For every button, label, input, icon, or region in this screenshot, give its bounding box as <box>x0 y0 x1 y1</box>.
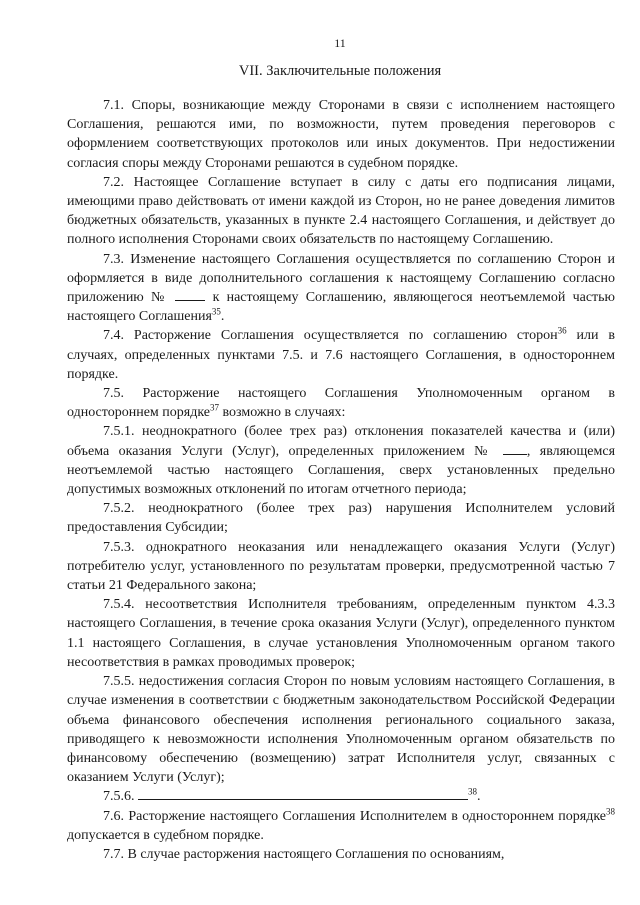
page-number: 11 <box>334 36 346 50</box>
footnote-38-second: 38 <box>606 805 615 816</box>
paragraph-7-4-text-end: или в случаях, определенных пунктами 7.5. и 7.6 настоящего Соглашения, в одностороннем порядке. <box>67 328 615 382</box>
paragraph-7-5-6-number: 7.5.6. <box>103 789 135 805</box>
document-body <box>67 96 615 864</box>
paragraph-7-3-period: . <box>220 309 225 325</box>
paragraph-7-5-1-text-start: 7.5.1. неоднократного (более трех раз) отклонения показателей качества и (или) объема оказания Услуги (Услуг), определенных приложением № <box>67 424 615 459</box>
blank-additional-case <box>138 787 468 800</box>
paragraph-7-5-5: 7.5.5. недостижения согласия Сторон по новым условиям настоящего Соглашения, в случае изменения в соответствии с бюджетным законодательством Российской Федерации объема финансового обеспечения исполнения регионального социального заказа, приводящего к невозможности исполнения Уполномоченным органом обязательств по финансовому обеспечению (возмещению) затрат Исполнителя услуг, связанных с оказанием Услуги (Услуг); <box>67 674 615 786</box>
paragraph-7-4-text-start: 7.4. Расторжение Соглашения осуществляется по соглашению сторон <box>103 328 558 344</box>
footnote-37: 37 <box>210 402 219 413</box>
footnote-36: 36 <box>557 325 567 336</box>
paragraph-7-5-text-start: 7.5. Расторжение настоящего Соглашения Уполномоченным органом в одностороннем порядке <box>67 386 615 421</box>
paragraph-7-5-text-end: возможно в случаях: <box>222 405 346 421</box>
paragraph-7-6-text-start: 7.6. Расторжение настоящего Соглашения Исполнителем в одностороннем порядке <box>103 808 606 824</box>
paragraph-7-3-text-start: 7.3. Изменение настоящего Соглашения осуществляется по соглашению Сторон и оформляется в виде дополнительного соглашения к настоящему Соглашению согласно приложению № <box>67 251 615 306</box>
paragraph-7-2: 7.2. Настоящее Соглашение вступает в силу с даты его подписания лицами, имеющими право действовать от имени каждой из Сторон, но не ранее доведения лимитов бюджетных обязательств, указанных в пункте 2.4 настоящего Соглашения, и действует до полного исполнения Сторонами своих обязательств по настоящему Соглашению. <box>67 174 615 248</box>
paragraph-7-6-text-end: допускается в судебном порядке. <box>67 827 264 843</box>
blank-appendix-number <box>175 288 205 301</box>
paragraph-7-5-6-period: . <box>477 789 481 805</box>
blank-appendix-number-2 <box>503 442 527 455</box>
paragraph-7-3 <box>67 250 615 327</box>
section-title: VII. Заключительные положения <box>238 63 442 79</box>
paragraph-7-6 <box>67 807 615 845</box>
paragraph-7-5-1 <box>67 422 615 499</box>
paragraph-7-5-4: 7.5.4. несоответствия Исполнителя требованиям, определенным пунктом 4.3.3 настоящего Соглашения, в течение срока оказания Услуги (Услуг), определенного пунктом 1.1 настоящего Соглашения, в случае установления Уполномоченным органом такого несоответствия в рамках проводимых проверок; <box>67 597 615 670</box>
paragraph-7-5-6 <box>67 787 615 806</box>
paragraph-7-5 <box>67 384 615 422</box>
paragraph-7-7: 7.7. В случае расторжения настоящего Соглашения по основаниям, <box>103 846 505 862</box>
paragraph-7-5-3: 7.5.3. однократного неоказания или ненадлежащего оказания Услуги (Услуг) потребителю услуг, установленного по результатам проверки, предусмотренной частью 7 статьи 21 Федерального закона; <box>67 539 615 594</box>
footnote-38: 38 <box>468 786 477 797</box>
paragraph-7-3-text-end: к настоящему Соглашению, являющегося неотъемлемой частью настоящего Соглашения <box>67 290 615 325</box>
paragraph-7-5-1-text-end: , являющемся неотъемлемой частью настоящего Соглашения, сверх установленных предельно допустимых возможных отклонений по итогам отчетного периода; <box>67 443 616 498</box>
paragraph-7-4 <box>67 326 615 384</box>
paragraph-7-1: 7.1. Споры, возникающие между Сторонами в связи с исполнением настоящего Соглашения, решаются ими, по возможности, путем проведения переговоров с оформлением соответствующих протоколов или иных документов. При недостижении согласия споры между Сторонами решаются в судебном порядке. <box>67 98 615 171</box>
paragraph-7-5-2: 7.5.2. неоднократного (более трех раз) нарушения Исполнителем условий предоставления Субсидии; <box>67 501 615 536</box>
footnote-35: 35 <box>211 306 221 317</box>
